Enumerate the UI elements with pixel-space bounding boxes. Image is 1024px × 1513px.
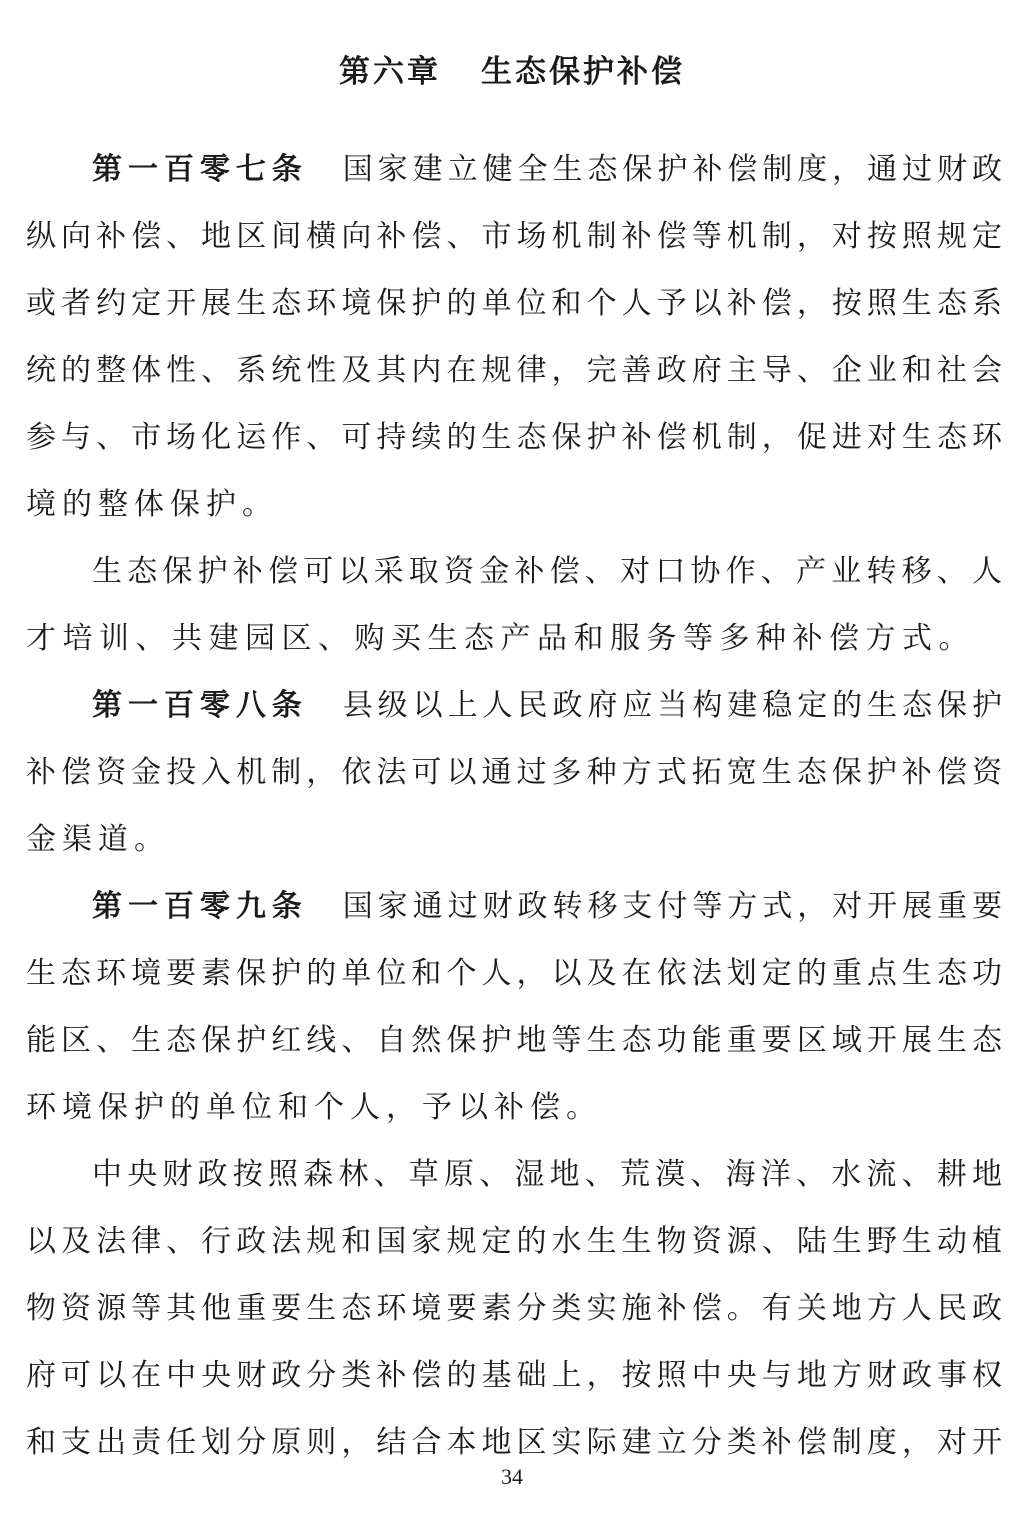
line-text: 县级以上人民政府应当构建稳定的生态保护 [337, 688, 1002, 723]
chapter-heading [0, 48, 1024, 96]
document-body [26, 136, 1002, 1476]
body-line: 参与、市场化运作、可持续的生态保护补偿机制，促进对生态环 [26, 420, 1002, 455]
body-line: 生态环境要素保护的单位和个人，以及在依法划定的重点生态功 [26, 956, 1002, 991]
body-line: 生态保护补偿可以采取资金补偿、对口协作、产业转移、人 [92, 554, 1002, 589]
body-line: 才培训、共建园区、购买生态产品和服务等多种补偿方式。 [26, 621, 975, 656]
body-line: 金渠道。 [26, 822, 170, 857]
article-heading: 第一百零九条 [92, 889, 308, 924]
body-line: 境的整体保护。 [26, 487, 278, 522]
chapter-number: 第六章 [339, 54, 441, 90]
body-line: 环境保护的单位和个人，予以补偿。 [26, 1090, 602, 1125]
body-line: 或者约定开展生态环境保护的单位和个人予以补偿，按照生态系 [26, 286, 1002, 321]
body-line: 能区、生态保护红线、自然保护地等生态功能重要区域开展生态 [26, 1023, 1002, 1058]
line-text: 国家建立健全生态保护补偿制度，通过财政 [337, 152, 1002, 187]
body-line: 统的整体性、系统性及其内在规律，完善政府主导、企业和社会 [26, 353, 1002, 388]
body-line [26, 672, 1002, 739]
body-line: 物资源等其他重要生态环境要素分类实施补偿。有关地方人民政 [26, 1291, 1002, 1326]
article-heading: 第一百零七条 [92, 152, 308, 187]
body-line [26, 136, 1002, 203]
body-line: 补偿资金投入机制，依法可以通过多种方式拓宽生态保护补偿资 [26, 755, 1002, 790]
line-text: 国家通过财政转移支付等方式，对开展重要 [337, 889, 1002, 924]
body-line: 府可以在中央财政分类补偿的基础上，按照中央与地方财政事权 [26, 1358, 1002, 1393]
article-heading: 第一百零八条 [92, 688, 308, 723]
body-line: 中央财政按照森林、草原、湿地、荒漠、海洋、水流、耕地 [92, 1157, 1002, 1192]
body-line: 纵向补偿、地区间横向补偿、市场机制补偿等机制，对按照规定 [26, 219, 1002, 254]
page-number: 34 [501, 1464, 523, 1489]
body-line: 以及法律、行政法规和国家规定的水生生物资源、陆生野生动植 [26, 1224, 1002, 1259]
body-line: 和支出责任划分原则，结合本地区实际建立分类补偿制度，对开 [26, 1425, 1002, 1460]
body-line [26, 873, 1002, 940]
chapter-title: 生态保护补偿 [481, 54, 685, 90]
